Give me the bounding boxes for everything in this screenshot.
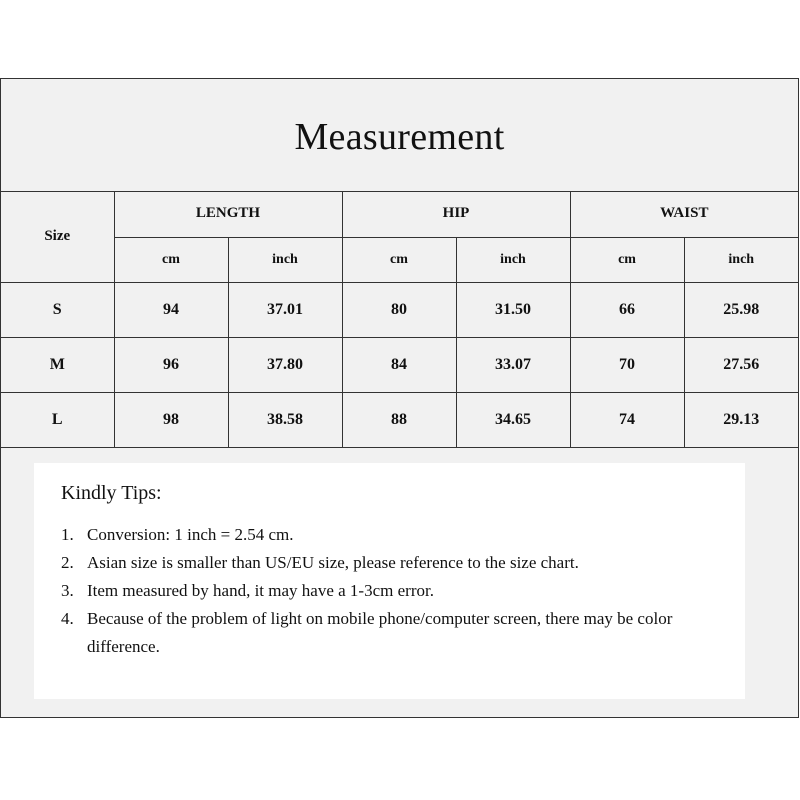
length-inch-cell: 38.58 [228, 392, 342, 447]
hip-inch-cell: 31.50 [456, 282, 570, 337]
tip-number: 4. [61, 609, 74, 628]
size-cell: L [1, 392, 114, 447]
page-title: Measurement [294, 116, 505, 158]
list-item [61, 521, 745, 549]
length-inch-cell: 37.80 [228, 337, 342, 392]
tip-number: 3. [61, 581, 74, 600]
size-cell: M [1, 337, 114, 392]
list-item [61, 549, 745, 577]
waist-group-header: WAIST [570, 191, 798, 237]
tip-number: 1. [61, 525, 74, 544]
table-row [1, 337, 798, 392]
size-chart-table [1, 191, 798, 448]
hip-cm-cell: 88 [342, 392, 456, 447]
table-row [1, 392, 798, 447]
title-band [1, 79, 798, 192]
hip-inch-cell: 33.07 [456, 337, 570, 392]
length-inch-cell: 37.01 [228, 282, 342, 337]
size-column-header: Size [1, 191, 114, 282]
tip-text: Item measured by hand, it may have a 1-3cm error. [87, 581, 434, 600]
length-group-header: LENGTH [114, 191, 342, 237]
unit-header: inch [456, 237, 570, 282]
list-item [61, 605, 745, 661]
waist-cm-cell: 70 [570, 337, 684, 392]
hip-cm-cell: 80 [342, 282, 456, 337]
unit-header: cm [342, 237, 456, 282]
kindly-tips-box [34, 463, 745, 699]
list-item [61, 577, 745, 605]
unit-header: cm [114, 237, 228, 282]
unit-header-row [1, 237, 798, 282]
tip-text: Because of the problem of light on mobile phone/computer screen, there may be color difference. [87, 609, 673, 656]
waist-inch-cell: 29.13 [684, 392, 798, 447]
length-cm-cell: 94 [114, 282, 228, 337]
waist-inch-cell: 27.56 [684, 337, 798, 392]
tips-heading: Kindly Tips: [61, 482, 162, 504]
hip-cm-cell: 84 [342, 337, 456, 392]
tip-number: 2. [61, 553, 74, 572]
table-row [1, 282, 798, 337]
unit-header: inch [228, 237, 342, 282]
tip-text: Conversion: 1 inch = 2.54 cm. [87, 525, 294, 544]
size-cell: S [1, 282, 114, 337]
unit-header: inch [684, 237, 798, 282]
length-cm-cell: 98 [114, 392, 228, 447]
waist-cm-cell: 74 [570, 392, 684, 447]
tip-text: Asian size is smaller than US/EU size, please reference to the size chart. [87, 553, 579, 572]
hip-group-header: HIP [342, 191, 570, 237]
tips-list [61, 521, 745, 661]
waist-inch-cell: 25.98 [684, 282, 798, 337]
length-cm-cell: 96 [114, 337, 228, 392]
hip-inch-cell: 34.65 [456, 392, 570, 447]
measurement-panel [0, 78, 799, 718]
group-header-row [1, 191, 798, 237]
unit-header: cm [570, 237, 684, 282]
waist-cm-cell: 66 [570, 282, 684, 337]
